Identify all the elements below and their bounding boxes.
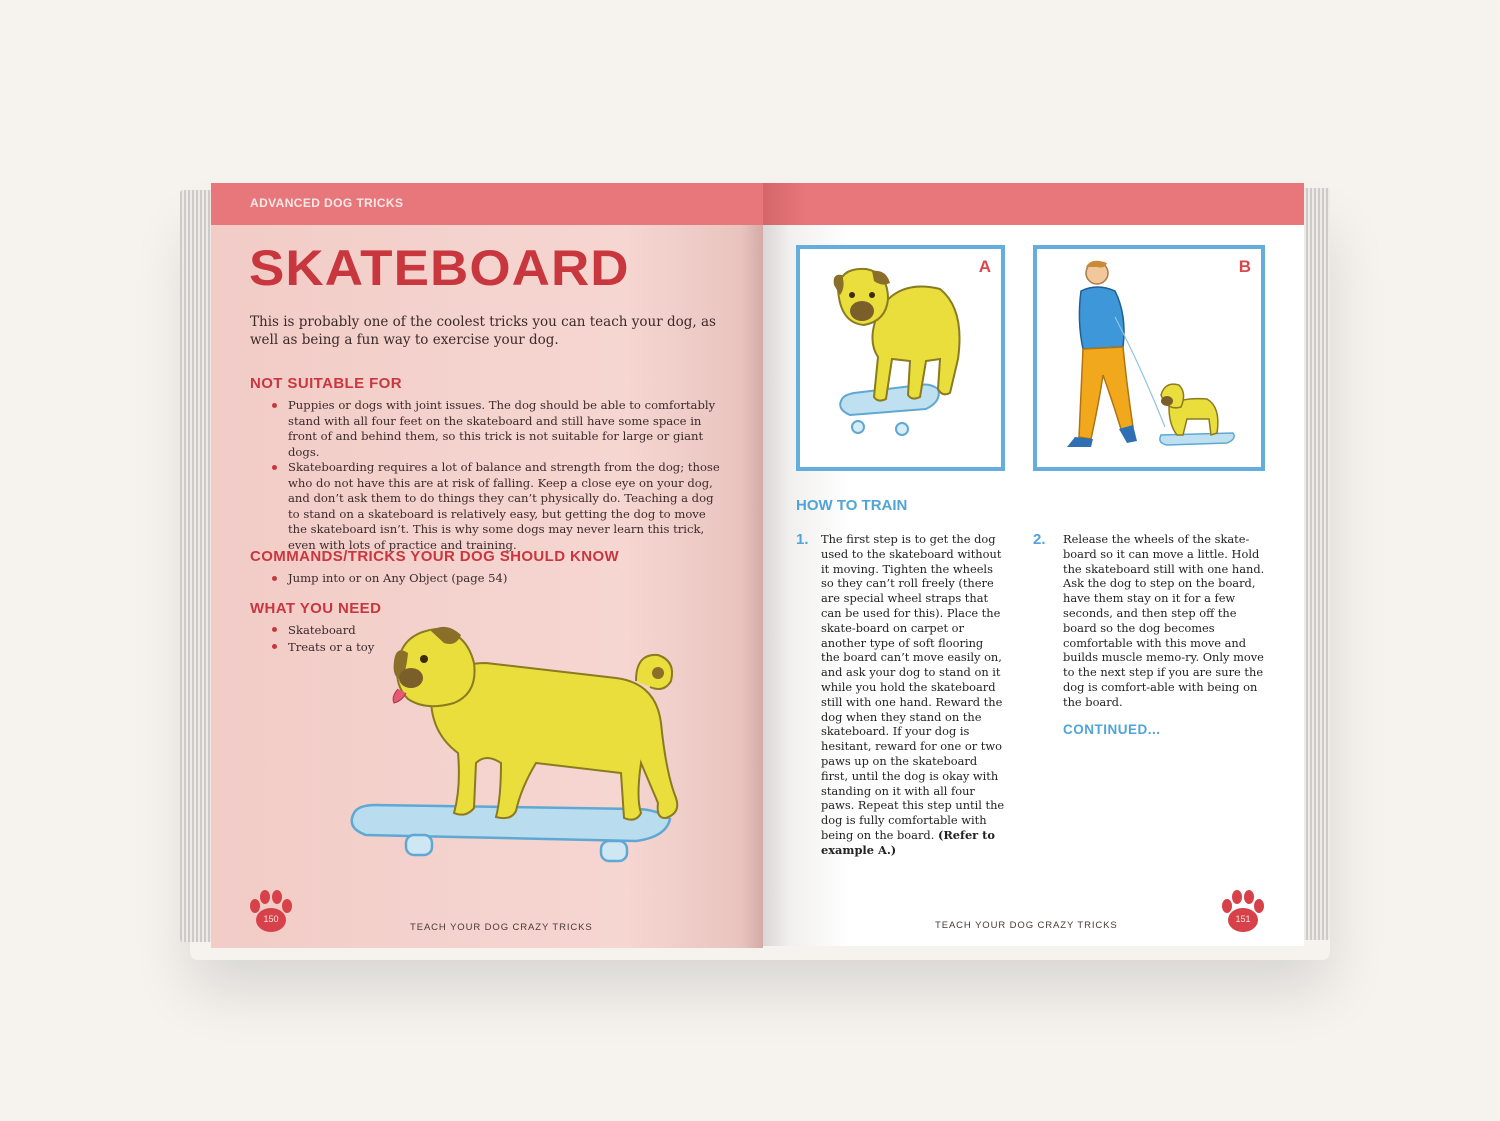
step-1-reference: (Refer to example A.) (821, 827, 996, 857)
list-item: Skateboard (250, 622, 550, 639)
panel-label: B (1238, 257, 1251, 276)
pug-standing-on-skateboard-icon (830, 269, 980, 449)
paw-icon (1218, 888, 1268, 934)
page-edges-left (180, 190, 212, 942)
step-1-body: The first step is to get the dog used to the skateboard without it moving. Tighten the wheels so they can’t roll freely (there are special wheel straps that can be used for this). Place the skate-board on carpet or another type of soft flooring the board can’t move easily on, and ask your dog to stand on it while you hold the skateboard still with one hand. Reward the dog when they stand on the skateboard. If your dog is hesitant, reward for one or two paws up on the skateboard first, until the dog is okay with standing on it with all four paws. Repeat this step until the dog is fully comfortable with being on the board. (821, 532, 1005, 842)
example-panel-b (1033, 245, 1265, 471)
list-item: Jump into or on Any Object (page 54) (250, 571, 720, 587)
page-number-badge (1218, 888, 1268, 934)
list-item: Skateboarding requires a lot of balance and strength from the dog; those who do not have this are at risk of falling. Keep a close eye on your dog, and don’t ask them to do things they can’t physically do. Teaching a dog to stand on a skateboard is relatively easy, but getting the dog to move the skateboard isn’t. This is why some dogs may never learn this trick, even with lots of practice and training. (250, 460, 720, 553)
commands-list (250, 571, 720, 587)
running-head: ADVANCED DOG TRICKS (250, 196, 404, 210)
step-1-text (821, 532, 1005, 858)
not-suitable-list (250, 398, 720, 553)
list-item: Puppies or dogs with joint issues. The dog should be able to comfortably stand with all four feet on the skateboard and still have some space in front of and behind them, so this trick is not suitable for large or giant dogs. (250, 398, 720, 460)
header-band (763, 183, 1304, 225)
example-panel-a (796, 245, 1005, 471)
panel-label: A (978, 257, 991, 276)
how-to-train-heading: HOW TO TRAIN (796, 497, 908, 514)
page-number: 151 (1235, 914, 1251, 924)
page-number: 150 (263, 914, 279, 924)
intro-paragraph: This is probably one of the coolest tricks you can teach your dog, as well as being a fun way to exercise your dog. (250, 314, 716, 348)
list-item: Treats or a toy (250, 639, 550, 656)
pug-skateboard-illustration (336, 623, 716, 893)
page-edges-right (1300, 188, 1330, 940)
page-number-badge (246, 888, 296, 934)
not-suitable-heading: NOT SUITABLE FOR (250, 375, 402, 392)
step-1-number: 1. (796, 531, 809, 548)
page-footer: TEACH YOUR DOG CRAZY TRICKS (935, 920, 1118, 931)
paw-icon (246, 888, 296, 934)
man-walking-pug-icon (1061, 257, 1251, 462)
continued-label: CONTINUED... (1063, 722, 1161, 737)
page-title: SKATEBOARD (249, 240, 630, 296)
commands-heading: COMMANDS/TRICKS YOUR DOG SHOULD KNOW (250, 548, 620, 565)
page-footer: TEACH YOUR DOG CRAZY TRICKS (410, 922, 593, 933)
left-page (211, 183, 763, 948)
step-2-number: 2. (1033, 531, 1046, 548)
step-2-text: Release the wheels of the skate-board so it can move a little. Hold the skateboard still with one hand. Ask the dog to step on the board, have them stay on it for a few seconds, and then step off the board so the dog becomes comfortable with this move and builds muscle memo-ry. Only move to the next step if you are sure the dog is comfort-able with being on the board. (1063, 532, 1265, 709)
what-you-need-heading: WHAT YOU NEED (250, 600, 382, 617)
right-page (763, 183, 1304, 946)
